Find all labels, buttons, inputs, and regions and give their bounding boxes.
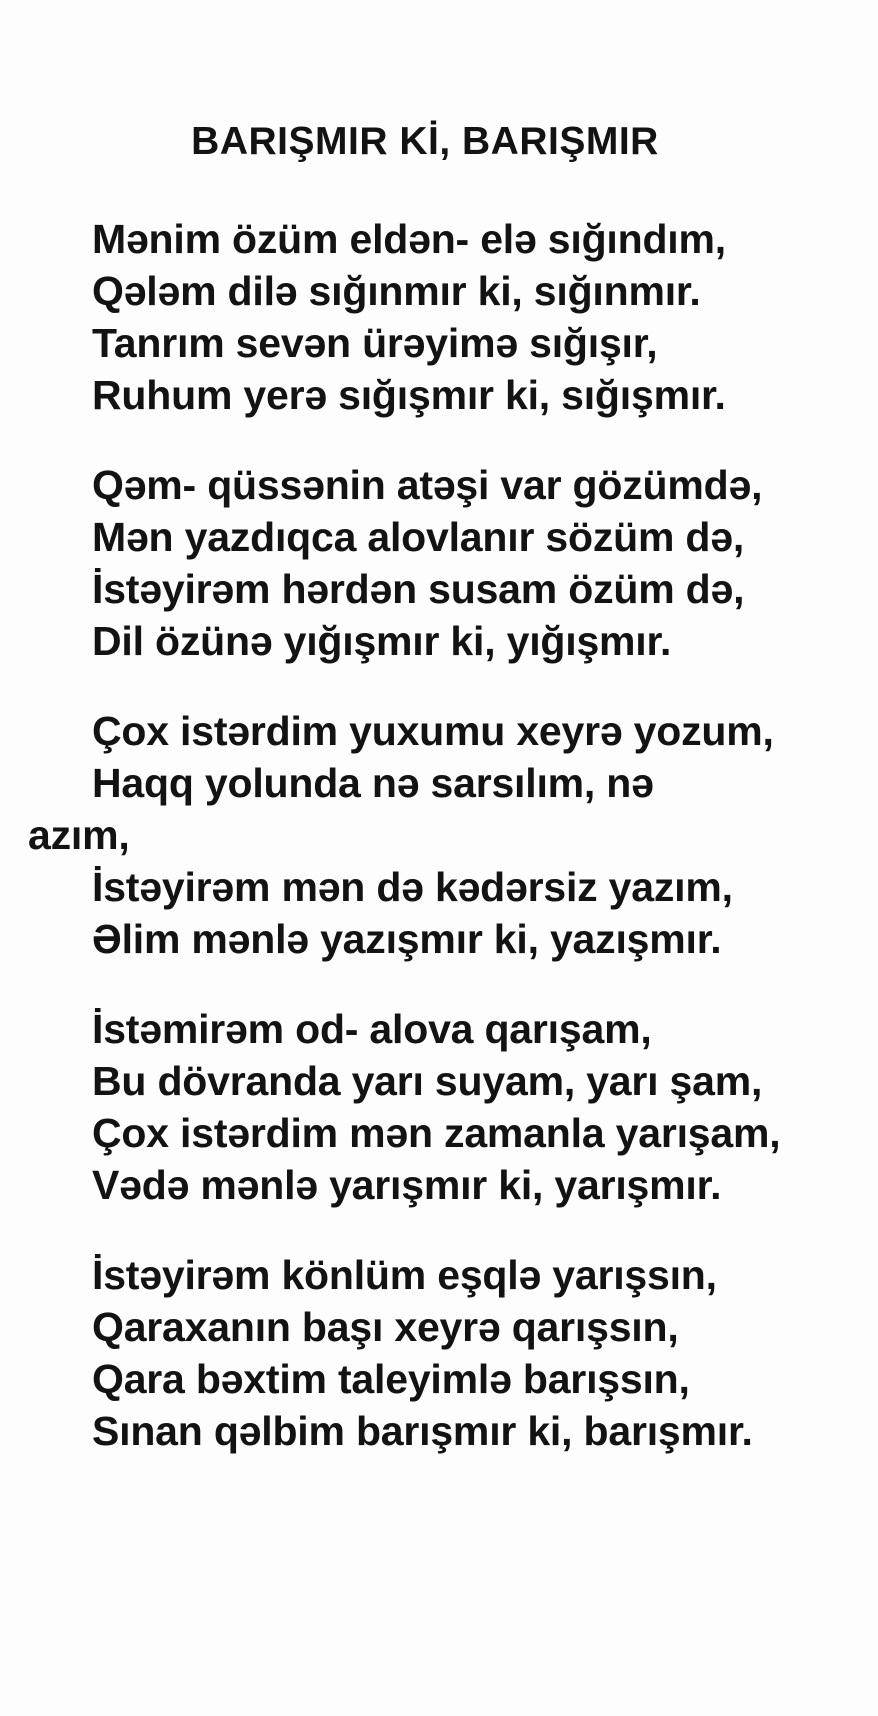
- poem-page: [0, 116, 878, 1716]
- poem-line: azım,: [28, 812, 130, 858]
- poem-line: Vədə mənlə yarışmır ki, yarışmır.: [92, 1162, 722, 1208]
- poem-line: Dil özünə yığışmır ki, yığışmır.: [92, 618, 672, 664]
- poem-line: Çox istərdim yuxumu xeyrə yozum,: [92, 708, 774, 754]
- poem-line: Haqq yolunda nə sarsılım, nə: [92, 760, 654, 806]
- poem-stanza: [28, 705, 868, 965]
- poem-line: İstəyirəm hərdən susam özüm də,: [92, 566, 745, 612]
- poem-stanza: [92, 1003, 868, 1211]
- poem-line: Ruhum yerə sığışmır ki, sığışmır.: [92, 372, 726, 418]
- poem-stanza: [92, 1249, 868, 1457]
- poem-body: [0, 213, 878, 1457]
- poem-line: İstəyirəm mən də kədərsiz yazım,: [92, 864, 733, 910]
- poem-line: Qaraxanın başı xeyrə qarışsın,: [92, 1304, 679, 1350]
- poem-line: Sınan qəlbim barışmır ki, barışmır.: [92, 1408, 753, 1454]
- poem-stanza: [92, 459, 868, 667]
- poem-line: Qələm dilə sığınmır ki, sığınmır.: [92, 268, 701, 314]
- poem-line: Əlim mənlə yazışmır ki, yazışmır.: [92, 916, 722, 962]
- poem-line: Mənim özüm eldən- elə sığındım,: [92, 216, 726, 262]
- poem-line: İstəyirəm könlüm eşqlə yarışsın,: [92, 1252, 717, 1298]
- poem-line: Qara bəxtim taleyimlə barışsın,: [92, 1356, 690, 1402]
- poem-line: Tanrım sevən ürəyimə sığışır,: [92, 320, 658, 366]
- poem-line: Mən yazdıqca alovlanır sözüm də,: [92, 514, 745, 560]
- poem-line: Çox istərdim mən zamanla yarışam,: [92, 1110, 781, 1156]
- poem-line: İstəmirəm od- alova qarışam,: [92, 1006, 652, 1052]
- poem-line: Qəm- qüssənin atəşi var gözümdə,: [92, 462, 763, 508]
- poem-line: Bu dövranda yarı suyam, yarı şam,: [92, 1058, 763, 1104]
- poem-title: BARIŞMIR Kİ, BARIŞMIR: [191, 120, 659, 163]
- poem-stanza: [92, 213, 868, 421]
